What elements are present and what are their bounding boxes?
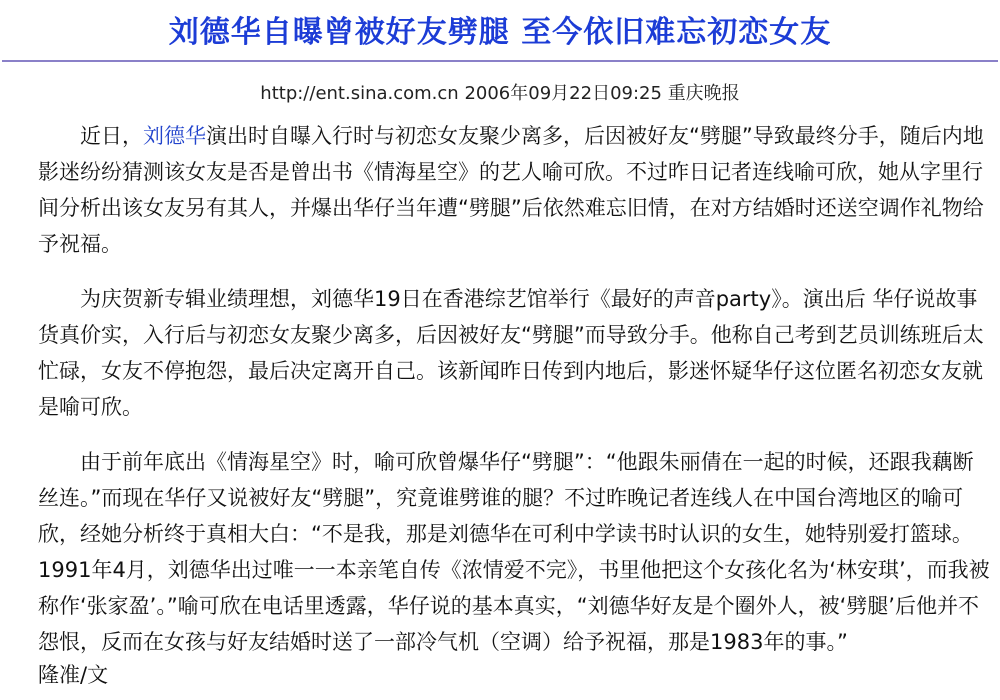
article-author: 隆准/文 bbox=[38, 663, 109, 687]
article-headline: 刘德华自曝曾被好友劈腿 至今依旧难忘初恋女友 bbox=[168, 15, 832, 50]
paragraph-2: 为庆贺新专辑业绩理想，刘德华19日在香港综艺馆举行《最好的声音party》。演出后 华仔说故事货真价实，入行后与初恋女友聚少离多，后因被好友“劈腿”而导致分手。他称自己考到艺员训练班后太忙碌，女友不停抱怨，最后决定离开自己。该新闻昨日传到内地后，影迷怀疑华仔这位匿名初恋女友就是喻可欣。 bbox=[38, 287, 984, 419]
paragraph-1-text: 演出时自曝入行时与初恋女友聚少离多，后因被好友“劈腿”导致最终分手，随后内地影迷纷纷猜测该女友是否是曾出书《情海星空》的艺人喻可欣。不过昨日记者连线喻可欣，她从字里行间分析出该女友另有其人，并爆出华仔当年遭“劈腿”后依然难忘旧情，在对方结婚时还送空调作礼物给予祝福。 bbox=[38, 124, 984, 256]
paragraph-1-lead: 近日， bbox=[80, 124, 143, 148]
source-url-link[interactable]: http://ent.sina.com.cn bbox=[260, 83, 459, 104]
paragraph-3: 由于前年底出《情海星空》时，喻可欣曾爆华仔“劈腿”：“他跟朱丽倩在一起的时候，还跟我藕断丝连。”而现在华仔又说被好友“劈腿”，究竟谁劈谁的腿？不过昨晚记者连线人在中国台湾地区的喻可欣，经她分析终于真相大白：“不是我，那是刘德华在可利中学读书时认识的女生，她特别爱打篮球。1991年4月，刘德华出过唯一一本亲笔自传《浓情爱不完》，书里他把这个女孩化名为‘林安琪’，而我被称作‘张家盈’。”喻可欣在电话里透露，华仔说的基本真实，“刘德华好友是个圈外人，被‘劈腿’后他并不怨恨，反而在女孩与好友结婚时送了一部冷气机（空调）给予祝福，那是1983年的事。” bbox=[38, 450, 990, 654]
source-datetime: 2006年09月22日09:25 bbox=[464, 83, 662, 104]
paragraph-1 bbox=[38, 118, 990, 262]
person-name-link[interactable]: 刘德华 bbox=[143, 124, 206, 148]
article-body bbox=[38, 118, 990, 690]
article-source-line bbox=[0, 80, 1000, 108]
source-outlet: 重庆晚报 bbox=[667, 83, 740, 104]
headline-divider bbox=[2, 60, 998, 62]
